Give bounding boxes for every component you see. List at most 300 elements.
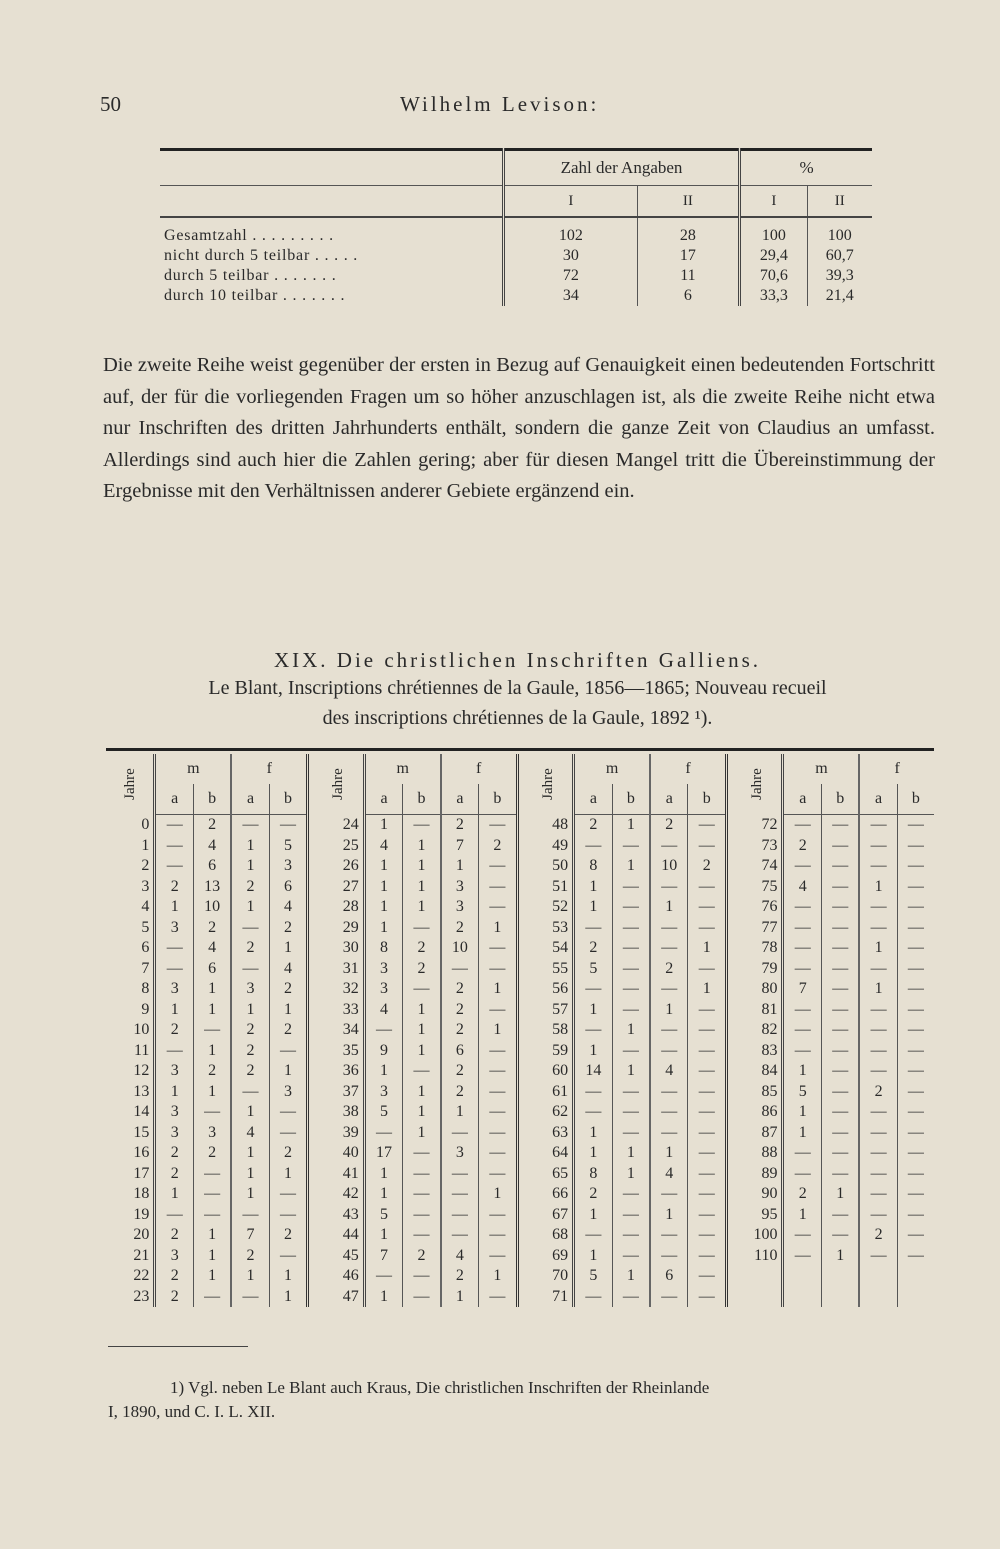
- table-cell: 7: [441, 836, 479, 857]
- table-cell: —: [688, 1123, 727, 1144]
- year-cell: 13: [133, 1082, 150, 1100]
- table-cell: —: [479, 938, 518, 959]
- table-cell: 1: [574, 1123, 613, 1144]
- year-cell: 41: [308, 1164, 364, 1185]
- table-cell: —: [403, 1061, 441, 1082]
- table-cell: —: [441, 1225, 479, 1246]
- table-cell: 2: [479, 836, 518, 857]
- year-cell: 87: [727, 1123, 783, 1144]
- table-cell: —: [269, 1041, 308, 1062]
- year-cell: 38: [308, 1102, 364, 1123]
- table-cell: 1: [364, 1184, 403, 1205]
- table-cell: —: [231, 1205, 269, 1226]
- table-cell: 1: [479, 1184, 518, 1205]
- table-cell: —: [612, 938, 650, 959]
- table-cell: 1: [193, 1041, 231, 1062]
- group-header-m: m: [364, 754, 440, 784]
- sub-header: b: [269, 784, 308, 815]
- year-cell: 48: [517, 815, 573, 836]
- year-cell: 20: [133, 1226, 150, 1244]
- year-cell: 73: [727, 836, 783, 857]
- table-cell: 2: [574, 938, 613, 959]
- table-cell: —: [688, 918, 727, 939]
- table-cell: —: [859, 1246, 897, 1267]
- year-cell: 52: [517, 897, 573, 918]
- table-cell: 1: [650, 897, 688, 918]
- table-cell: 1: [231, 1164, 269, 1185]
- group-header-f: f: [859, 754, 934, 784]
- year-cell: 79: [727, 959, 783, 980]
- table-cell: —: [688, 959, 727, 980]
- year-cell: 74: [727, 856, 783, 877]
- table-cell: 17: [637, 246, 739, 266]
- table-cell: —: [479, 877, 518, 898]
- year-cell: 30: [308, 938, 364, 959]
- table-cell: 21,4: [807, 286, 872, 306]
- table-cell: —: [859, 1000, 897, 1021]
- table-cell: —: [612, 897, 650, 918]
- jahre-label: Jahre: [539, 768, 556, 801]
- table-cell: 2: [441, 815, 479, 836]
- table-cell: —: [859, 1205, 897, 1226]
- summary-table: [160, 148, 872, 306]
- table-cell: —: [688, 1000, 727, 1021]
- table-cell: —: [479, 897, 518, 918]
- table-cell: —: [897, 836, 934, 857]
- table-cell: —: [155, 1205, 194, 1226]
- table-cell: —: [612, 979, 650, 1000]
- jahre-header: [106, 754, 155, 815]
- table-cell: 1: [650, 1000, 688, 1021]
- table-cell: —: [822, 1041, 860, 1062]
- table-row: [106, 1184, 934, 1205]
- table-cell: —: [688, 1143, 727, 1164]
- table-cell: 100: [740, 217, 808, 246]
- year-cell: 60: [517, 1061, 573, 1082]
- table-row: [106, 1246, 934, 1267]
- table-cell: —: [783, 1041, 822, 1062]
- table-cell: 1: [364, 815, 403, 836]
- year-cell: 4: [141, 898, 150, 916]
- table-cell: 2: [193, 815, 231, 836]
- year-cell: 23: [133, 1287, 150, 1305]
- table-cell: —: [441, 1123, 479, 1144]
- table-cell: —: [612, 1082, 650, 1103]
- table-cell: 8: [574, 1164, 613, 1185]
- sub-header: a: [231, 784, 269, 815]
- table-cell: 7: [364, 1246, 403, 1267]
- table-cell: —: [822, 856, 860, 877]
- table-row: [106, 979, 934, 1000]
- table-cell: —: [612, 1184, 650, 1205]
- table-cell: —: [897, 1020, 934, 1041]
- year-cell: 83: [727, 1041, 783, 1062]
- table-cell: —: [783, 815, 822, 836]
- table-cell: 60,7: [807, 246, 872, 266]
- table-cell: 2: [783, 1184, 822, 1205]
- jahre-label: Jahre: [748, 768, 765, 801]
- table-cell: —: [231, 1082, 269, 1103]
- year-cell: 12: [133, 1062, 150, 1080]
- table-cell: 1: [574, 1246, 613, 1267]
- table-cell: 2: [231, 1041, 269, 1062]
- table-cell: —: [650, 938, 688, 959]
- table-cell: 1: [479, 918, 518, 939]
- table-cell: —: [783, 1164, 822, 1185]
- table-cell: 30: [504, 246, 638, 266]
- table-row: [106, 1020, 934, 1041]
- table-cell: —: [403, 815, 441, 836]
- table-cell: —: [479, 815, 518, 836]
- jahre-label: Jahre: [121, 768, 138, 801]
- sub-header: a: [364, 784, 403, 815]
- table-cell: —: [479, 1205, 518, 1226]
- table-cell: —: [650, 1184, 688, 1205]
- table-cell: —: [822, 1102, 860, 1123]
- group-header-f: f: [441, 754, 517, 784]
- table-cell: —: [859, 897, 897, 918]
- table-cell: 5: [364, 1205, 403, 1226]
- table-cell: —: [897, 1205, 934, 1226]
- table-row: [106, 836, 934, 857]
- year-cell: 28: [308, 897, 364, 918]
- year-cell: 55: [517, 959, 573, 980]
- year-cell: 45: [308, 1246, 364, 1267]
- table-cell: 11: [637, 266, 739, 286]
- table-row: [106, 1225, 934, 1246]
- sub-header: a: [650, 784, 688, 815]
- year-cell: [727, 1266, 783, 1287]
- table-cell: —: [193, 1020, 231, 1041]
- table-cell: —: [859, 1123, 897, 1144]
- year-cell: 19: [133, 1205, 150, 1223]
- table-cell: —: [364, 1266, 403, 1287]
- year-cell: 24: [308, 815, 364, 836]
- table-cell: 1: [859, 979, 897, 1000]
- table-cell: —: [897, 979, 934, 1000]
- table-cell: 1: [364, 1287, 403, 1308]
- year-cell: 43: [308, 1205, 364, 1226]
- table-cell: 10: [193, 897, 231, 918]
- table-cell: 2: [441, 1000, 479, 1021]
- table-cell: —: [897, 1000, 934, 1021]
- table-cell: 7: [783, 979, 822, 1000]
- table-cell: 6: [637, 286, 739, 306]
- table-cell: —: [269, 1205, 308, 1226]
- table-cell: 1: [403, 836, 441, 857]
- year-cell: 65: [517, 1164, 573, 1185]
- table-cell: 2: [269, 918, 308, 939]
- table-row: [106, 918, 934, 939]
- table-cell: 10: [650, 856, 688, 877]
- table-cell: 4: [269, 897, 308, 918]
- table-cell: —: [650, 1287, 688, 1308]
- table-cell: —: [479, 1287, 518, 1308]
- table-cell: 2: [650, 959, 688, 980]
- table-cell: —: [859, 1143, 897, 1164]
- table-cell: 1: [612, 815, 650, 836]
- table-cell: —: [574, 836, 613, 857]
- table-cell: 2: [155, 1164, 194, 1185]
- sub-header: b: [688, 784, 727, 815]
- table-cell: 1: [650, 1143, 688, 1164]
- sub-header: a: [441, 784, 479, 815]
- body-paragraph: Die zweite Reihe weist gegenüber der ersten in Bezug auf Genauigkeit einen bedeutenden Fortschritt auf, der für die vorliegenden Fragen um so höher anzuschlagen ist, als die zweite Reihe nicht etwa nur Inschriften des dritten Jahrhunderts enthält, sondern die ganze Zeit von Claudius an umfasst. Allerdings sind auch hier die Zahlen gering; aber für diesen Mangel tritt die Übereinstimmung der Ergebnisse mit den Verhältnissen anderer Gebiete ergänzend ein.: [103, 354, 935, 502]
- table-cell: —: [688, 1061, 727, 1082]
- table-cell: 4: [364, 836, 403, 857]
- table-cell: —: [479, 1102, 518, 1123]
- year-cell: 77: [727, 918, 783, 939]
- table-cell: 4: [269, 959, 308, 980]
- table-cell: 4: [650, 1061, 688, 1082]
- table-cell: 2: [688, 856, 727, 877]
- table-cell: —: [155, 856, 194, 877]
- table-cell: 2: [155, 1225, 194, 1246]
- sub-header: a: [783, 784, 822, 815]
- table-cell: —: [688, 1184, 727, 1205]
- table-row: [106, 1041, 934, 1062]
- sub-header: b: [822, 784, 860, 815]
- table-cell: —: [859, 856, 897, 877]
- row-label: Gesamtzahl . . . . . . . . .: [164, 227, 334, 244]
- table-cell: —: [897, 1102, 934, 1123]
- table-cell: —: [479, 959, 518, 980]
- year-cell: 81: [727, 1000, 783, 1021]
- table-cell: —: [688, 877, 727, 898]
- table-cell: 2: [441, 918, 479, 939]
- table-cell: 1: [231, 1143, 269, 1164]
- table-cell: —: [650, 979, 688, 1000]
- footnote: [108, 1376, 936, 1424]
- year-cell: 90: [727, 1184, 783, 1205]
- table-row: [106, 1205, 934, 1226]
- year-cell: 46: [308, 1266, 364, 1287]
- year-cell: 7: [141, 959, 150, 977]
- jahre-header: [517, 754, 573, 815]
- table-cell: —: [403, 1164, 441, 1185]
- table-cell: 1: [403, 1000, 441, 1021]
- table-cell: 1: [155, 1082, 194, 1103]
- table-cell: 1: [574, 877, 613, 898]
- table-cell: 1: [403, 856, 441, 877]
- running-title: Wilhelm Levison:: [400, 92, 600, 116]
- table-cell: —: [612, 1225, 650, 1246]
- table-cell: —: [897, 1246, 934, 1267]
- table-row: [106, 1143, 934, 1164]
- table-cell: 1: [155, 1184, 194, 1205]
- table-cell: 1: [688, 938, 727, 959]
- table-cell: —: [650, 918, 688, 939]
- table-cell: —: [650, 1102, 688, 1123]
- year-cell: 40: [308, 1143, 364, 1164]
- table-cell: 7: [231, 1225, 269, 1246]
- year-cell: 22: [133, 1267, 150, 1285]
- table-cell: —: [612, 1102, 650, 1123]
- year-cell: 11: [134, 1041, 150, 1059]
- table-cell: 2: [231, 938, 269, 959]
- year-cell: 54: [517, 938, 573, 959]
- table-cell: 2: [231, 1061, 269, 1082]
- table-row: [160, 246, 872, 266]
- jahre-label: Jahre: [330, 768, 347, 801]
- table-cell: 1: [574, 897, 613, 918]
- table-cell: 3: [155, 1102, 194, 1123]
- table-cell: —: [783, 1225, 822, 1246]
- table-cell: 2: [155, 1020, 194, 1041]
- year-cell: 47: [308, 1287, 364, 1308]
- year-cell: 6: [141, 939, 150, 957]
- table-cell: —: [688, 1082, 727, 1103]
- sub-header: a: [574, 784, 613, 815]
- table-cell: —: [897, 815, 934, 836]
- table-row: [106, 938, 934, 959]
- year-cell: 5: [141, 918, 150, 936]
- table-cell: —: [650, 877, 688, 898]
- year-cell: 72: [727, 815, 783, 836]
- table-cell: —: [193, 1184, 231, 1205]
- year-cell: 33: [308, 1000, 364, 1021]
- table-row: [106, 1102, 934, 1123]
- year-cell: 10: [133, 1021, 150, 1039]
- year-cell: 63: [517, 1123, 573, 1144]
- table-cell: —: [822, 1225, 860, 1246]
- row-label: durch 10 teilbar . . . . . . .: [164, 287, 346, 304]
- footnote-rule: [108, 1346, 248, 1347]
- table-cell: —: [612, 1041, 650, 1062]
- year-cell: 8: [141, 980, 150, 998]
- table-cell: —: [193, 1102, 231, 1123]
- footnote-line-1: 1) Vgl. neben Le Blant auch Kraus, Die christlichen Inschriften der Rheinlande: [170, 1378, 710, 1397]
- table-cell: 34: [504, 286, 638, 306]
- table-cell: 1: [231, 1184, 269, 1205]
- table-cell: —: [822, 1164, 860, 1185]
- table-row: [106, 815, 934, 836]
- table-cell: 3: [364, 1082, 403, 1103]
- table-cell: 2: [859, 1082, 897, 1103]
- table-cell: —: [479, 1164, 518, 1185]
- table-cell: 1: [479, 1020, 518, 1041]
- table-cell: —: [479, 1082, 518, 1103]
- year-cell: 61: [517, 1082, 573, 1103]
- table-cell: 1: [479, 979, 518, 1000]
- sub-header: b: [479, 784, 518, 815]
- table-cell: 1: [403, 877, 441, 898]
- table-cell: —: [612, 1000, 650, 1021]
- group-header-m: m: [783, 754, 859, 784]
- table-cell: 2: [859, 1225, 897, 1246]
- table-cell: 1: [612, 1061, 650, 1082]
- year-cell: 31: [308, 959, 364, 980]
- table-cell: —: [193, 1205, 231, 1226]
- table-row: [106, 877, 934, 898]
- table-cell: 6: [650, 1266, 688, 1287]
- year-cell: 75: [727, 877, 783, 898]
- year-cell: 89: [727, 1164, 783, 1185]
- table-cell: 39,3: [807, 266, 872, 286]
- table-cell: —: [859, 836, 897, 857]
- table-cell: —: [783, 1000, 822, 1021]
- table-cell: —: [269, 1123, 308, 1144]
- table-cell: —: [783, 856, 822, 877]
- table-cell: 3: [155, 1061, 194, 1082]
- table-cell: —: [783, 938, 822, 959]
- table-cell: 1: [269, 1266, 308, 1287]
- year-cell: 26: [308, 856, 364, 877]
- table-cell: 2: [193, 918, 231, 939]
- table-cell: 5: [574, 959, 613, 980]
- table-cell: 1: [859, 938, 897, 959]
- table-cell: —: [822, 959, 860, 980]
- table-cell: —: [612, 1205, 650, 1226]
- year-cell: 100: [727, 1225, 783, 1246]
- table-cell: 6: [193, 856, 231, 877]
- table-cell: —: [859, 1041, 897, 1062]
- year-cell: 18: [133, 1185, 150, 1203]
- group-header-m: m: [155, 754, 231, 784]
- table-cell: —: [231, 1287, 269, 1308]
- table-cell: —: [403, 918, 441, 939]
- table-cell: —: [650, 1123, 688, 1144]
- table-cell: 2: [403, 938, 441, 959]
- year-cell: 53: [517, 918, 573, 939]
- table-cell: —: [403, 1225, 441, 1246]
- header-row: [106, 754, 934, 784]
- table-row: [106, 1082, 934, 1103]
- year-cell: 68: [517, 1225, 573, 1246]
- table-cell: 1: [231, 1000, 269, 1021]
- table-row: [106, 856, 934, 877]
- footnote-line-2: I, 1890, und C. I. L. XII.: [108, 1402, 276, 1421]
- table-cell: —: [193, 1164, 231, 1185]
- table-cell: —: [783, 959, 822, 980]
- table-cell: 1: [269, 1061, 308, 1082]
- table-cell: —: [650, 1225, 688, 1246]
- table-cell: 1: [269, 1164, 308, 1185]
- year-cell: 25: [308, 836, 364, 857]
- year-cell: 58: [517, 1020, 573, 1041]
- row-label: durch 5 teilbar . . . . . . .: [164, 267, 337, 284]
- year-cell: 17: [133, 1164, 150, 1182]
- table-cell: —: [574, 918, 613, 939]
- table-cell: —: [688, 1205, 727, 1226]
- table-cell: 1: [574, 1143, 613, 1164]
- sub-header: a: [859, 784, 897, 815]
- table-cell: 1: [783, 1205, 822, 1226]
- table-cell: 1: [441, 1287, 479, 1308]
- table-cell: 4: [193, 836, 231, 857]
- table-cell: —: [403, 1287, 441, 1308]
- table-cell: 5: [269, 836, 308, 857]
- table-cell: 29,4: [740, 246, 808, 266]
- table-cell: —: [822, 1123, 860, 1144]
- table-cell: 1: [193, 1082, 231, 1103]
- table-cell: —: [897, 897, 934, 918]
- table-row: [160, 217, 872, 246]
- table-cell: 1: [193, 979, 231, 1000]
- table-cell: 2: [155, 1287, 194, 1308]
- table-cell: 1: [612, 1143, 650, 1164]
- table-cell: —: [479, 856, 518, 877]
- sub-header: I: [504, 186, 638, 218]
- table-cell: 17: [364, 1143, 403, 1164]
- table-cell: —: [441, 1205, 479, 1226]
- table-cell: —: [574, 1102, 613, 1123]
- table-cell: 1: [364, 877, 403, 898]
- table-cell: 1: [574, 1000, 613, 1021]
- table-cell: 100: [807, 217, 872, 246]
- table-cell: —: [574, 1287, 613, 1308]
- table-cell: 28: [637, 217, 739, 246]
